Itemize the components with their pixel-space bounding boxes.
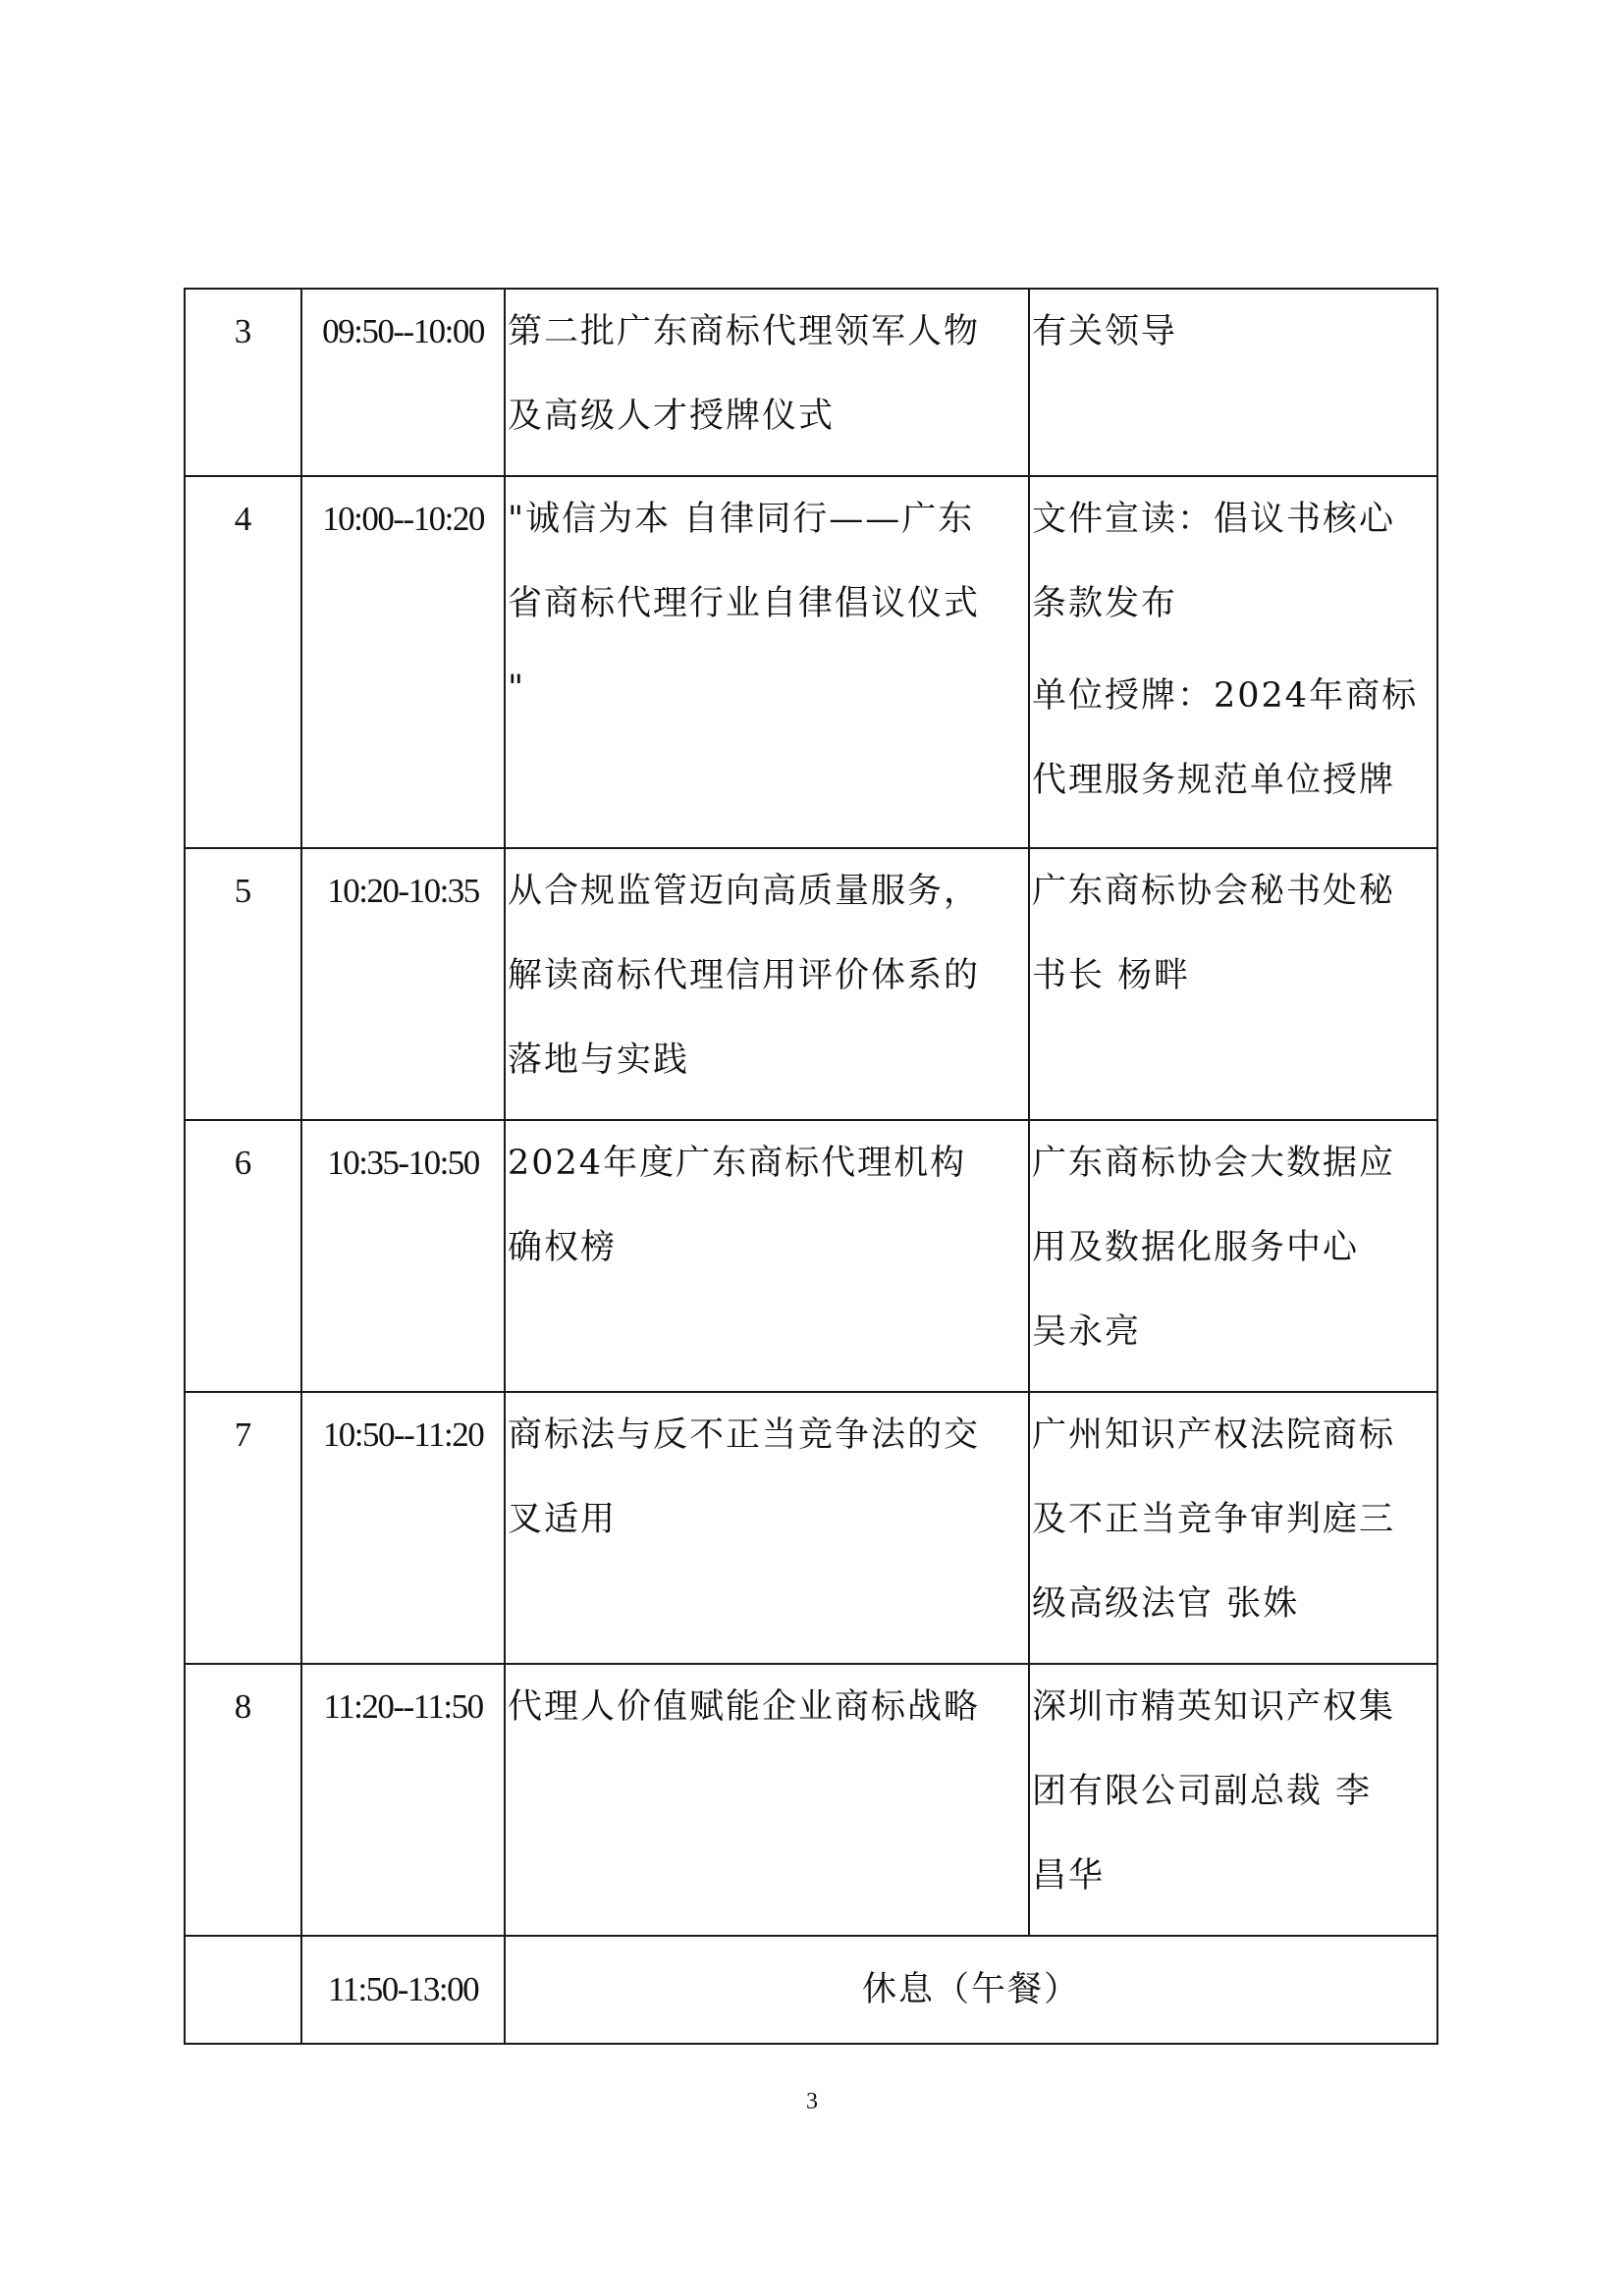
speaker-line: 级高级法官 张姝 xyxy=(1032,1584,1300,1624)
table-row xyxy=(185,289,1437,476)
page-number: 3 xyxy=(806,2089,818,2114)
topic-line: "诚信为本 自律同行——广东 xyxy=(508,500,975,539)
speaker-cell xyxy=(1029,1392,1437,1664)
table-row xyxy=(185,1392,1437,1664)
speaker-line: 条款发布 xyxy=(1032,584,1178,623)
speaker-line: 及不正当竞争审判庭三 xyxy=(1032,1500,1396,1539)
time-slot: 11:20--11:50 xyxy=(301,1664,505,1936)
speaker-paragraph xyxy=(1032,654,1436,823)
speaker-cell xyxy=(1029,1664,1437,1936)
topic-cell xyxy=(505,476,1029,848)
topic-line: 省商标代理行业自律倡议仪式 xyxy=(508,584,981,623)
topic-line: 及高级人才授牌仪式 xyxy=(508,397,836,436)
speaker-line: 广东商标协会秘书处秘 xyxy=(1032,872,1396,911)
table-row-break xyxy=(185,1936,1437,2044)
speaker-line: 深圳市精英知识产权集 xyxy=(1032,1687,1396,1727)
row-number xyxy=(185,1936,301,2044)
time-slot: 10:50--11:20 xyxy=(301,1392,505,1664)
topic-line: 商标法与反不正当竞争法的交 xyxy=(508,1415,981,1455)
row-number: 8 xyxy=(185,1664,301,1936)
time-slot: 11:50-13:00 xyxy=(301,1936,505,2044)
time-slot: 10:35-10:50 xyxy=(301,1120,505,1392)
topic-line: 叉适用 xyxy=(508,1500,618,1539)
row-number: 5 xyxy=(185,848,301,1120)
time-slot: 10:20-10:35 xyxy=(301,848,505,1120)
topic-line: 落地与实践 xyxy=(508,1041,690,1080)
speaker-line: 广州知识产权法院商标 xyxy=(1032,1415,1396,1455)
speaker-line: 吴永亮 xyxy=(1032,1312,1142,1352)
schedule-body xyxy=(185,289,1437,2044)
speaker-line: 单位授牌：2024年商标 xyxy=(1032,676,1419,716)
topic-line: 代理人价值赋能企业商标战略 xyxy=(508,1687,981,1727)
topic-line: 2024年度广东商标代理机构 xyxy=(508,1144,967,1183)
speaker-cell xyxy=(1029,289,1437,476)
row-number: 4 xyxy=(185,476,301,848)
speaker-cell xyxy=(1029,1120,1437,1392)
speaker-cell xyxy=(1029,476,1437,848)
table-row xyxy=(185,476,1437,848)
speaker-line: 书长 杨畔 xyxy=(1032,956,1191,995)
speaker-line: 团有限公司副总裁 李 xyxy=(1032,1772,1373,1811)
speaker-line: 有关领导 xyxy=(1032,312,1178,351)
table-row xyxy=(185,1120,1437,1392)
break-label: 休息（午餐） xyxy=(505,1936,1437,2044)
time-slot: 10:00--10:20 xyxy=(301,476,505,848)
speaker-line: 用及数据化服务中心 xyxy=(1032,1228,1360,1267)
schedule-table xyxy=(184,288,1438,2045)
speaker-line: 代理服务规范单位授牌 xyxy=(1032,761,1396,800)
speaker-line: 昌华 xyxy=(1032,1856,1106,1896)
topic-cell xyxy=(505,1120,1029,1392)
row-number: 7 xyxy=(185,1392,301,1664)
topic-cell xyxy=(505,1664,1029,1936)
topic-line: 解读商标代理信用评价体系的 xyxy=(508,956,981,995)
speaker-cell xyxy=(1029,848,1437,1120)
table-row xyxy=(185,848,1437,1120)
topic-cell xyxy=(505,848,1029,1120)
row-number: 6 xyxy=(185,1120,301,1392)
topic-cell xyxy=(505,289,1029,476)
time-slot: 09:50--10:00 xyxy=(301,289,505,476)
row-number: 3 xyxy=(185,289,301,476)
topic-line: 从合规监管迈向高质量服务， xyxy=(508,872,981,911)
topic-cell xyxy=(505,1392,1029,1664)
topic-line: 第二批广东商标代理领军人物 xyxy=(508,312,981,351)
topic-line: 确权榜 xyxy=(508,1228,618,1267)
speaker-paragraph xyxy=(1032,477,1436,646)
topic-line: " xyxy=(508,668,526,708)
speaker-line: 文件宣读：倡议书核心 xyxy=(1032,500,1396,539)
table-row xyxy=(185,1664,1437,1936)
speaker-line: 广东商标协会大数据应 xyxy=(1032,1144,1396,1183)
